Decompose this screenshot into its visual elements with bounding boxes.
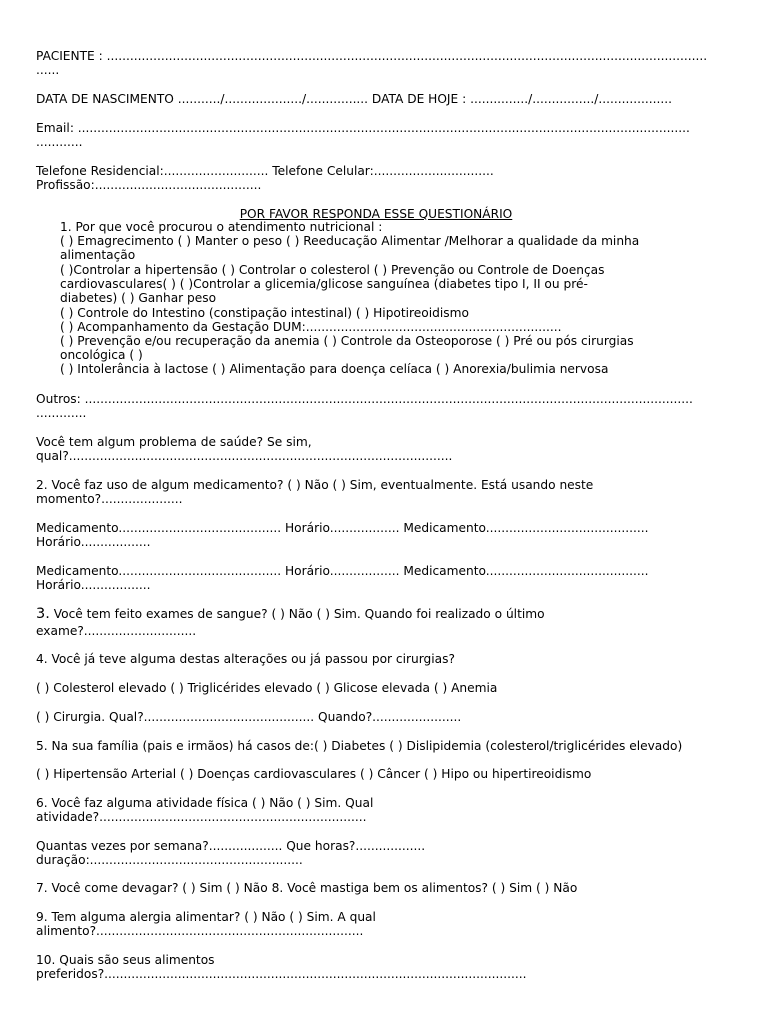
email-field-cont: ............ bbox=[36, 135, 83, 149]
question-9: 9. Tem alguma alergia alimentar? ( ) Não ( ) Sim. A qual bbox=[36, 910, 376, 924]
q1-line: ( ) Controle do Intestino (constipação intestinal) ( ) Hipotireoidismo bbox=[60, 306, 469, 320]
question-4: 4. Você já teve alguma destas alterações ou já passou por cirurgias? bbox=[36, 652, 455, 666]
question-6-duration: duração:....................................................... bbox=[36, 853, 303, 867]
question-4-options: ( ) Colesterol elevado ( ) Triglicérides elevado ( ) Glicose elevada ( ) Anemia bbox=[36, 681, 498, 695]
q1-line: alimentação bbox=[60, 248, 136, 262]
q1-line: ( ) Emagrecimento ( ) Manter o peso ( ) Reeducação Alimentar /Melhorar a qualidade da minha bbox=[60, 234, 640, 248]
medication-row-cont: Horário.................. bbox=[36, 578, 151, 592]
question-5-cont: ( ) Hipertensão Arterial ( ) Doenças cardiovasculares ( ) Câncer ( ) Hipo ou hipertireoidismo bbox=[36, 767, 592, 781]
q1-line: cardiovasculares( ) ( )Controlar a glicemia/glicose sanguínea (diabetes tipo I, II ou pré- bbox=[60, 277, 588, 291]
profession-field: Profissão:........................................... bbox=[36, 178, 262, 192]
question-5: 5. Na sua família (pais e irmãos) há casos de:( ) Diabetes ( ) Dislipidemia (colesterol/triglicérides elevado) bbox=[36, 739, 683, 753]
health-problem-answer: qual?................................................................................................... bbox=[36, 449, 453, 463]
question-2: 2. Você faz uso de algum medicamento? ( ) Não ( ) Sim, eventualmente. Está usando neste bbox=[36, 478, 594, 492]
dates-field: DATA DE NASCIMENTO .........../..................../................ DATA DE HOJE : .............../................/................... bbox=[36, 92, 672, 106]
question-9-cont: alimento?..................................................................... bbox=[36, 924, 364, 938]
patient-name-field: PACIENTE : ........................................................................................................................................................... bbox=[36, 49, 708, 63]
q1-line: ( )Controlar a hipertensão ( ) Controlar o colesterol ( ) Prevenção ou Controle de Doenças bbox=[60, 263, 605, 277]
question-6-cont: atividade?..................................................................... bbox=[36, 810, 367, 824]
question-7-8: 7. Você come devagar? ( ) Sim ( ) Não 8. Você mastiga bem os alimentos? ( ) Sim ( ) Não bbox=[36, 881, 578, 895]
question-6-frequency: Quantas vezes por semana?................... Que horas?.................. bbox=[36, 839, 426, 853]
q1-line: diabetes) ( ) Ganhar peso bbox=[60, 291, 217, 305]
question-3-text: Você tem feito exames de sangue? ( ) Não ( ) Sim. Quando foi realizado o último bbox=[49, 607, 545, 621]
patient-name-field-cont: ...... bbox=[36, 63, 60, 77]
medication-row: Medicamento.......................................... Horário.................. Medicamento.......................................... bbox=[36, 521, 649, 535]
question-3-number: 3. bbox=[36, 606, 50, 622]
question-4-surgery: ( ) Cirurgia. Qual?............................................ Quando?....................... bbox=[36, 710, 462, 724]
question-3-cont: exame?............................. bbox=[36, 624, 197, 638]
q1-line: ( ) Intolerância à lactose ( ) Alimentação para doença celíaca ( ) Anorexia/bulimia nervosa bbox=[60, 362, 609, 376]
email-field: Email: .............................................................................................................................................................. bbox=[36, 121, 690, 135]
question-10-cont: preferidos?............................................................................................................. bbox=[36, 967, 527, 981]
other-field-cont: ............. bbox=[36, 406, 87, 420]
questionnaire-heading: POR FAVOR RESPONDA ESSE QUESTIONÁRIO bbox=[239, 207, 513, 221]
medication-row: Medicamento.......................................... Horário.................. Medicamento.......................................... bbox=[36, 564, 649, 578]
medication-row-cont: Horário.................. bbox=[36, 535, 151, 549]
question-3 bbox=[36, 607, 545, 621]
q1-line: ( ) Prevenção e/ou recuperação da anemia ( ) Controle da Osteoporose ( ) Pré ou pós cirurgias bbox=[60, 334, 634, 348]
other-field: Outros: ............................................................................................................................................................. bbox=[36, 392, 693, 406]
health-problem-question: Você tem algum problema de saúde? Se sim, bbox=[36, 435, 312, 449]
q1-line: ( ) Acompanhamento da Gestação DUM:.................................................................. bbox=[60, 320, 562, 334]
q1-line: oncológica ( ) bbox=[60, 348, 143, 362]
phone-field: Telefone Residencial:........................... Telefone Celular:............................... bbox=[36, 164, 494, 178]
question-10: 10. Quais são seus alimentos bbox=[36, 953, 215, 967]
question-6: 6. Você faz alguma atividade física ( ) Não ( ) Sim. Qual bbox=[36, 796, 374, 810]
question-2-cont: momento?..................... bbox=[36, 492, 183, 506]
q1-line: 1. Por que você procurou o atendimento nutricional : bbox=[60, 220, 383, 234]
